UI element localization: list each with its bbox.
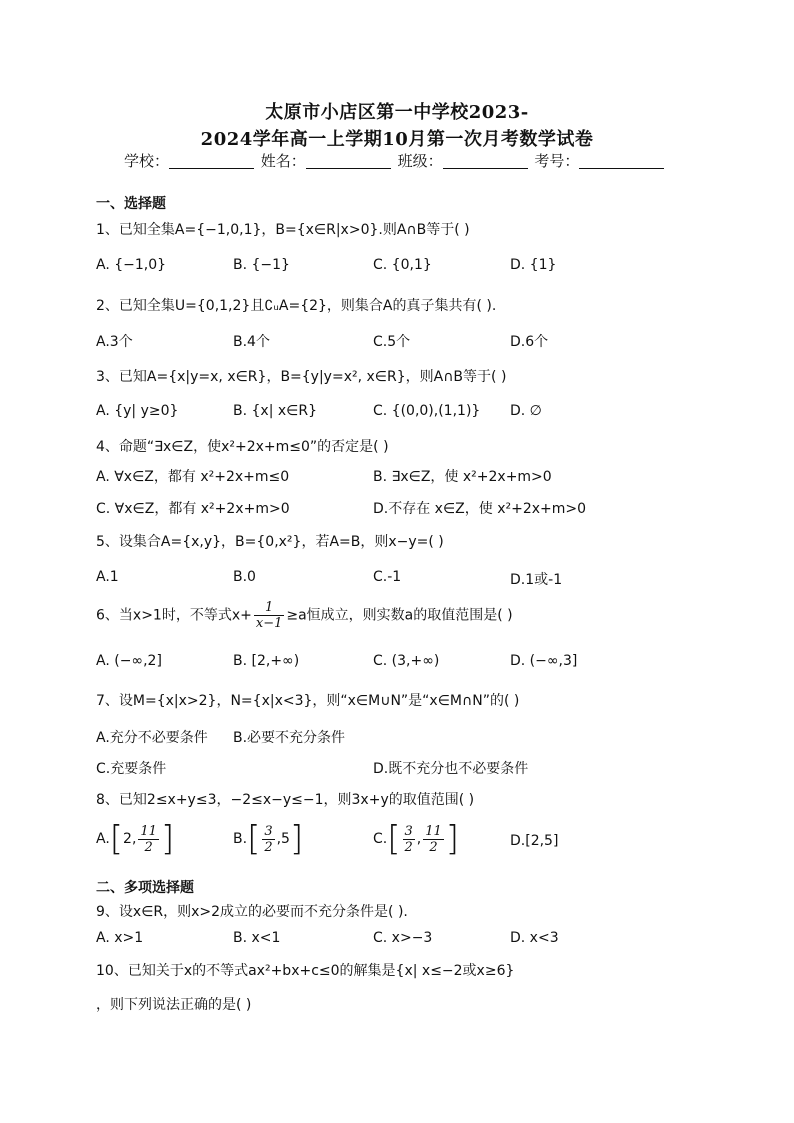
question-6-stem [96,600,513,631]
q8-a-fraction [138,824,159,855]
q8-a-left: 2, [123,831,137,847]
q8-d-label: D. [510,833,526,849]
q8-c-numerator-1: 3 [404,823,413,839]
q6-option-c[interactable]: C. (3,+∞) [373,653,440,669]
q5-option-c[interactable]: C.-1 [373,569,402,585]
q6-fraction-numerator: 1 [254,600,285,616]
q5-option-a[interactable]: A.1 [96,569,119,585]
q2-option-a[interactable]: A.3个 [96,334,133,350]
q8-a-left-bracket: [ [109,819,124,859]
q8-b-denominator: 2 [264,839,273,855]
q6-fraction [254,600,285,631]
q8-b-fraction [262,824,274,855]
q7-option-b[interactable]: B.必要不充分条件 [233,730,346,746]
exam-number-blank[interactable] [579,152,664,169]
q8-b-right: ,5 [276,831,290,847]
question-3-stem: 3、已知A={x|y=x, x∈R}，B={y|y=x², x∈R}，则A∩B等于( ) [96,369,507,385]
name-label: 姓名： [260,152,306,170]
q1-option-b[interactable]: B. {−1} [233,257,290,273]
q8-a-label: A. [96,831,110,847]
q8-a-denominator: 2 [144,839,153,855]
question-9-stem: 9、设x∈R，则x>2成立的必要而不充分条件是( ). [96,904,408,920]
question-2-options [96,331,696,351]
q8-a-right-bracket: ] [160,819,175,859]
school-blank[interactable] [169,152,254,169]
question-4-stem: 4、命题“∃x∈Z，使x²+2x+m≤0”的否定是( ) [96,439,389,455]
q8-c-denominator-1: 2 [404,839,413,855]
q7-option-d[interactable]: D.既不充分也不必要条件 [373,761,529,777]
q9-option-d[interactable]: D. x<3 [510,930,559,946]
q8-c-label: C. [373,831,388,847]
q8-option-b[interactable] [233,819,304,859]
q9-option-a[interactable]: A. x>1 [96,930,144,946]
exam-number-label: 考号： [534,152,580,170]
q9-option-b[interactable]: B. x<1 [233,930,281,946]
q8-c-numerator-2: 11 [425,823,442,839]
student-info-row [124,150,666,171]
q3-option-b[interactable]: B. {x| x∈R} [233,403,317,419]
question-3-options [96,403,696,423]
question-2-stem: 2、已知全集U={0,1,2}且∁ᵤA={2}，则集合A的真子集共有( ). [96,298,497,314]
q5-option-d[interactable]: D.1或-1 [510,572,563,588]
question-4-options-row2 [96,498,696,518]
q7-option-c[interactable]: C.充要条件 [96,761,167,777]
class-blank[interactable] [443,152,528,169]
exam-title-line1: 太原市小店区第一中学校2023- [265,102,529,123]
question-8-stem: 8、已知2≤x+y≤3，−2≤x−y≤−1，则3x+y的取值范围( ) [96,792,475,808]
q8-b-label: B. [233,831,248,847]
question-1-options [96,257,696,277]
q7-option-a[interactable]: A.充分不必要条件 [96,730,208,746]
q2-option-b[interactable]: B.4个 [233,334,270,350]
question-8-options [96,819,696,864]
q8-c-fraction-1 [403,824,415,855]
exam-title-line2: 2024学年高一上学期10月第一次月考数学试卷 [200,129,594,150]
q8-a-numerator: 11 [140,823,157,839]
q8-d-text: [2,5] [525,833,559,849]
q8-option-a[interactable] [96,819,175,859]
q8-c-fraction-2 [423,824,444,855]
q4-option-c[interactable]: C. ∀x∈Z，都有 x²+2x+m>0 [96,501,290,517]
q8-b-numerator: 3 [264,823,273,839]
q8-option-c[interactable] [373,819,460,859]
question-7-options-row2 [96,758,696,778]
q8-b-left-bracket: [ [247,819,261,859]
question-1-stem: 1、已知全集A={−1,0,1}，B={x∈R|x>0}.则A∩B等于( ) [96,222,470,238]
q6-fraction-denominator: x−1 [255,616,283,631]
q6-option-a[interactable]: A. (−∞,2] [96,653,162,669]
q6-option-b[interactable]: B. [2,+∞) [233,653,300,669]
question-6-options [96,653,696,673]
class-label: 班级： [397,152,443,170]
q1-option-a[interactable]: A. {−1,0} [96,257,167,273]
q8-b-right-bracket: ] [289,819,304,859]
q3-option-c[interactable]: C. {(0,0),(1,1)} [373,403,481,419]
q5-option-b[interactable]: B.0 [233,569,256,585]
q4-option-a[interactable]: A. ∀x∈Z，都有 x²+2x+m≤0 [96,469,290,485]
q2-option-d[interactable]: D.6个 [510,334,549,350]
q3-option-a[interactable]: A. {y| y≥0} [96,403,179,419]
question-10-stem-continued: ，则下列说法正确的是( ) [96,997,252,1013]
q4-option-d[interactable]: D.不存在 x∈Z，使 x²+2x+m>0 [373,501,587,517]
name-blank[interactable] [306,152,391,169]
q6-stem-part-b: ≥a恒成立，则实数a的取值范围是( ) [286,607,513,624]
question-9-options [96,930,696,950]
question-5-stem: 5、设集合A={x,y}，B={0,x²}，若A=B，则x−y=( ) [96,534,444,550]
q8-c-comma: , [416,831,422,847]
q8-option-d[interactable] [510,833,558,849]
q3-option-d[interactable]: D. ∅ [510,403,542,419]
q8-c-right-bracket: ] [445,819,460,859]
section-heading-multi-choice: 二、多项选择题 [96,880,194,896]
q6-option-d[interactable]: D. (−∞,3] [510,653,578,669]
question-5-options [96,569,696,589]
q8-c-denominator-2: 2 [429,839,438,855]
q2-option-c[interactable]: C.5个 [373,334,411,350]
school-label: 学校： [124,152,170,170]
q1-option-d[interactable]: D. {1} [510,257,557,273]
question-7-options-row1 [96,727,696,747]
question-4-options-row1 [96,466,696,486]
q1-option-c[interactable]: C. {0,1} [373,257,432,273]
q6-stem-part-a: 6、当x>1时，不等式x+ [96,607,252,624]
q9-option-c[interactable]: C. x>−3 [373,930,433,946]
section-heading-choice: 一、选择题 [96,196,166,212]
question-7-stem: 7、设M={x|x>2}，N={x|x<3}，则“x∈M∪N”是“x∈M∩N”的( ) [96,693,520,709]
q8-c-left-bracket: [ [387,819,401,859]
question-10-stem: 10、已知关于x的不等式ax²+bx+c≤0的解集是{x| x≤−2或x≥6} [96,963,515,979]
q4-option-b[interactable]: B. ∃x∈Z，使 x²+2x+m>0 [373,469,552,485]
